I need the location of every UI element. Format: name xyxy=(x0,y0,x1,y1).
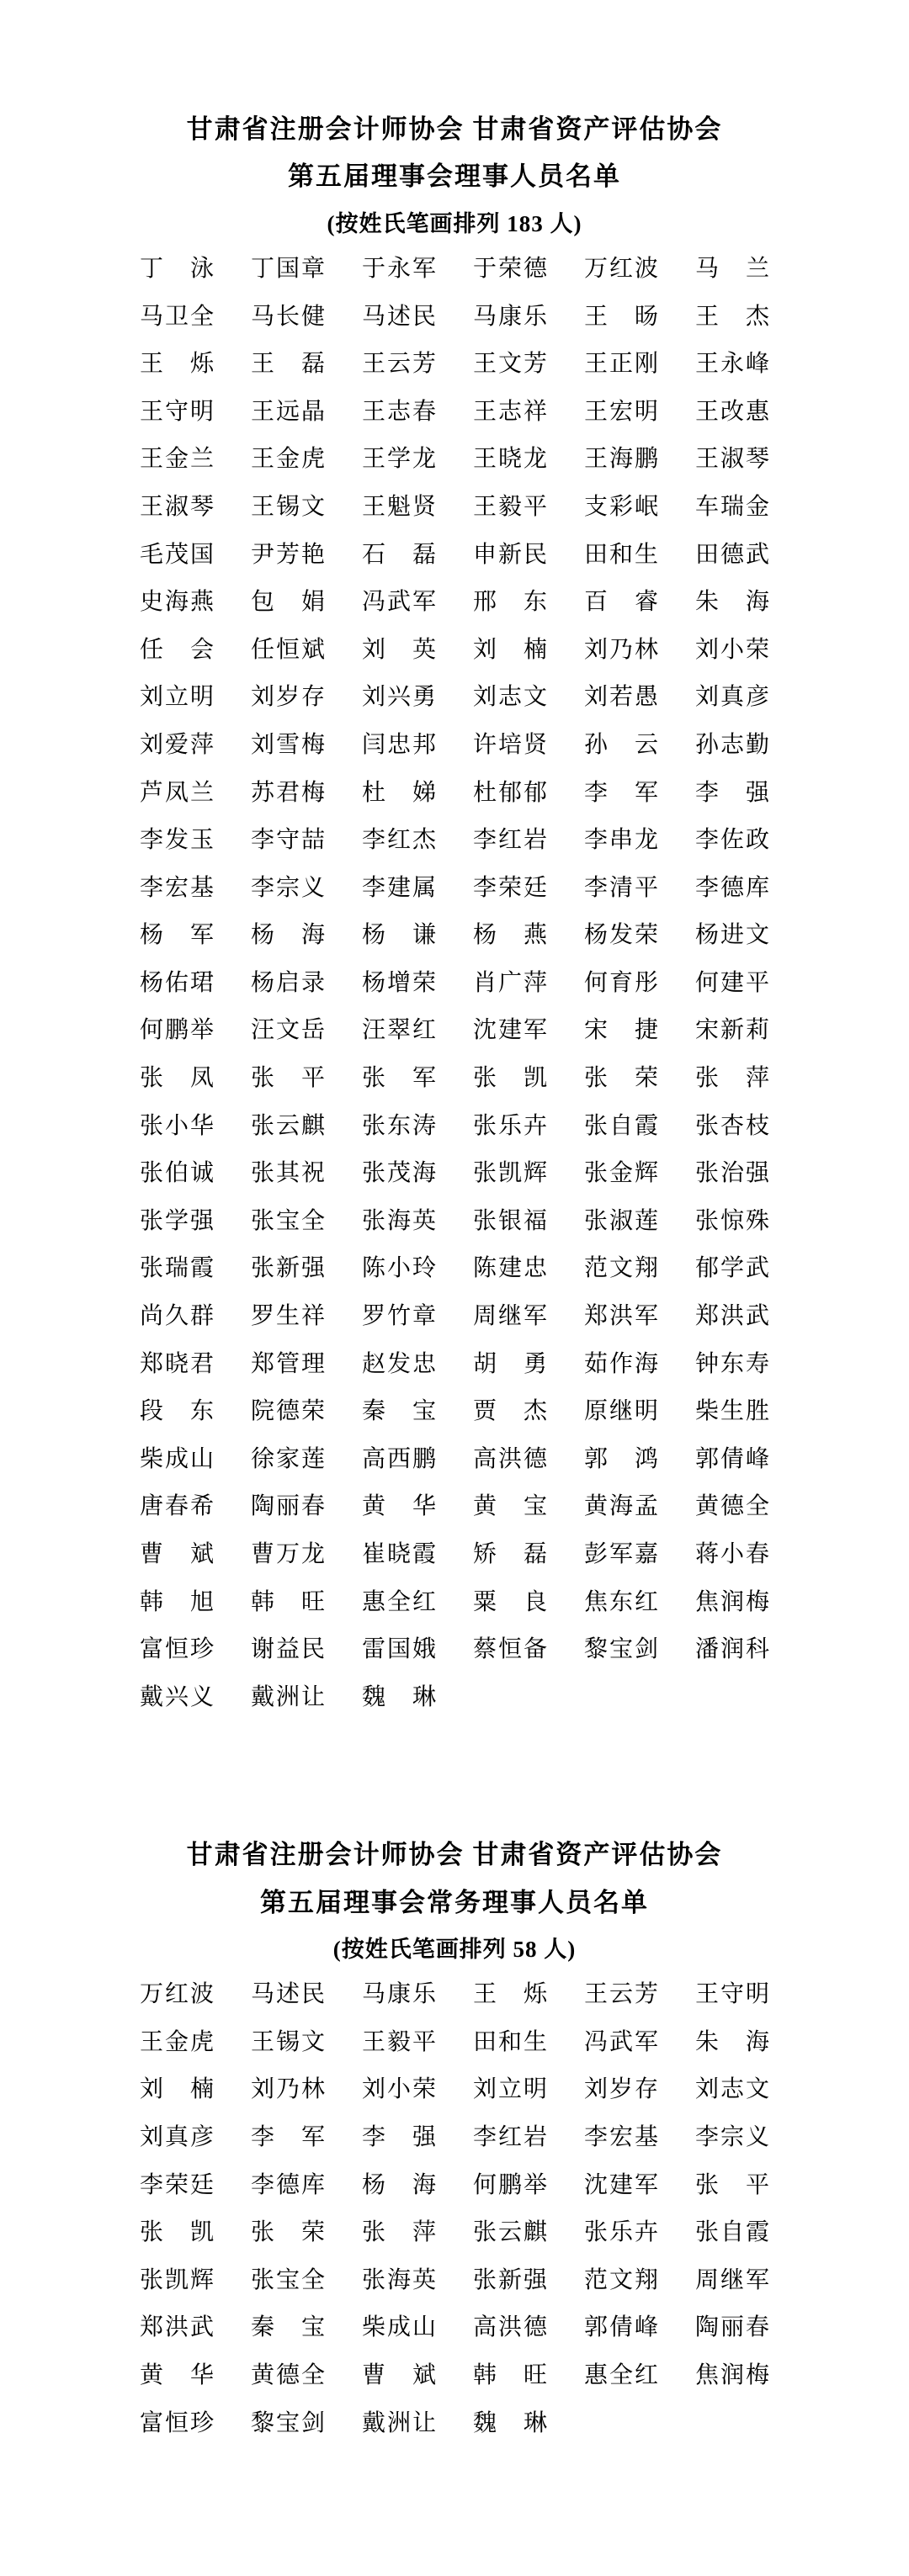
person-name: 李红岩 xyxy=(473,2123,547,2150)
name-row xyxy=(140,817,769,865)
section1-subtitle: (按姓氏笔画排列 183 人) xyxy=(327,210,582,236)
person-name: 任会 xyxy=(140,636,214,663)
person-name: 张平 xyxy=(251,1065,325,1092)
person-name: 郑洪武 xyxy=(140,2314,214,2341)
person-name: 杜郁郁 xyxy=(473,779,547,806)
person-name: 马长健 xyxy=(251,303,325,330)
person-name: 王烁 xyxy=(473,1981,547,2008)
name-row xyxy=(140,1388,769,1436)
person-name: 于荣德 xyxy=(473,255,547,282)
section1-title-line1: 甘肃省注册会计师协会 甘肃省资产评估协会 xyxy=(186,114,723,144)
person-name: 万红波 xyxy=(140,1981,214,2008)
name-row xyxy=(140,1483,769,1531)
person-name: 杨海 xyxy=(251,922,325,949)
person-name: 粟良 xyxy=(473,1588,547,1615)
name-row xyxy=(140,1007,769,1055)
person-name: 刘志文 xyxy=(473,684,547,711)
person-name: 沈建军 xyxy=(584,2171,658,2198)
person-name: 郑晓君 xyxy=(140,1350,214,1377)
person-name: 王宏明 xyxy=(584,398,658,425)
person-name: 刘立明 xyxy=(140,684,214,711)
person-name: 李守喆 xyxy=(251,827,325,854)
person-name: 王锡文 xyxy=(251,2028,325,2055)
person-name: 段东 xyxy=(140,1398,214,1425)
name-row xyxy=(140,960,769,1008)
person-name: 谢益民 xyxy=(251,1636,325,1663)
person-name: 雷国娥 xyxy=(362,1636,436,1663)
person-name: 邢东 xyxy=(473,589,547,616)
name-row xyxy=(140,912,769,960)
name-row xyxy=(140,674,769,722)
person-name: 茹作海 xyxy=(584,1350,658,1377)
name-row xyxy=(140,2114,769,2162)
person-name: 戴洲让 xyxy=(362,2409,436,2436)
person-name: 李宗义 xyxy=(251,874,325,901)
person-name: 陶丽春 xyxy=(251,1493,325,1520)
person-name: 王学龙 xyxy=(362,446,436,473)
person-name: 范文翔 xyxy=(584,1255,658,1282)
person-name: 戴洲让 xyxy=(251,1683,325,1710)
person-name: 王志祥 xyxy=(473,398,547,425)
person-name: 崔晓霞 xyxy=(362,1541,436,1568)
person-name: 田德武 xyxy=(695,541,769,568)
person-name: 张小华 xyxy=(140,1112,214,1139)
person-name: 杨佑珺 xyxy=(140,969,214,996)
name-row xyxy=(140,1245,769,1293)
section2-subtitle: (按姓氏笔画排列 58 人) xyxy=(332,1937,577,1963)
person-name: 史海燕 xyxy=(140,589,214,616)
person-name: 张凯辉 xyxy=(140,2266,214,2293)
person-name: 秦宝 xyxy=(362,1398,436,1425)
person-name: 张乐卉 xyxy=(473,1112,547,1139)
person-name: 赵发忠 xyxy=(362,1350,436,1377)
person-name: 郑洪军 xyxy=(584,1303,658,1330)
person-name: 田和生 xyxy=(584,541,658,568)
name-row xyxy=(140,2399,769,2447)
person-name: 秦宝 xyxy=(251,2314,325,2341)
name-row xyxy=(140,2352,769,2400)
person-name: 王改惠 xyxy=(695,398,769,425)
name-row xyxy=(140,1150,769,1198)
person-name: 富恒珍 xyxy=(140,2409,214,2436)
person-name: 韩旺 xyxy=(473,2361,547,2388)
name-row xyxy=(140,2209,769,2257)
person-name: 刘真彦 xyxy=(140,2123,214,2150)
section2-name-grid xyxy=(140,1971,769,2447)
person-name: 张自霞 xyxy=(584,1112,658,1139)
person-name: 杨海 xyxy=(362,2171,436,2198)
person-name: 杨发荣 xyxy=(584,922,658,949)
person-name: 张萍 xyxy=(695,1065,769,1092)
person-name: 蒋小春 xyxy=(695,1541,769,1568)
person-name: 黄德全 xyxy=(695,1493,769,1520)
person-name: 于永军 xyxy=(362,255,436,282)
person-name: 王魁贤 xyxy=(362,493,436,520)
person-name: 王金虎 xyxy=(140,2028,214,2055)
person-name: 张海英 xyxy=(362,1207,436,1234)
person-name: 郭倩峰 xyxy=(584,2314,658,2341)
name-row xyxy=(140,2161,769,2209)
person-name: 张新强 xyxy=(251,1255,325,1282)
person-name: 富恒珍 xyxy=(140,1636,214,1663)
person-name: 杨谦 xyxy=(362,922,436,949)
person-name: 刘楠 xyxy=(473,636,547,663)
person-name: 王旸 xyxy=(584,303,658,330)
person-name: 李荣廷 xyxy=(140,2171,214,2198)
person-name: 马述民 xyxy=(251,1981,325,2008)
name-row xyxy=(140,341,769,389)
person-name: 周继军 xyxy=(695,2266,769,2293)
name-row xyxy=(140,2066,769,2114)
name-row xyxy=(140,1578,769,1626)
person-name: 闫忠邦 xyxy=(362,731,436,758)
person-name: 张萍 xyxy=(362,2219,436,2246)
person-name: 郭鸿 xyxy=(584,1445,658,1472)
person-name: 马卫全 xyxy=(140,303,214,330)
person-name: 黄宝 xyxy=(473,1493,547,1520)
name-row xyxy=(140,2257,769,2305)
person-name: 刘乃林 xyxy=(584,636,658,663)
section2-title-line2: 第五届理事会常务理事人员名单 xyxy=(260,1887,649,1917)
person-name: 张凯 xyxy=(140,2219,214,2246)
person-name: 张银福 xyxy=(473,1207,547,1234)
name-row xyxy=(140,722,769,770)
name-row xyxy=(140,1102,769,1150)
person-name: 李荣廷 xyxy=(473,874,547,901)
name-row xyxy=(140,436,769,484)
person-name: 胡勇 xyxy=(473,1350,547,1377)
person-name: 魏琳 xyxy=(362,1683,436,1710)
person-name: 芦凤兰 xyxy=(140,779,214,806)
person-name: 杨进文 xyxy=(695,922,769,949)
person-name: 黄海孟 xyxy=(584,1493,658,1520)
person-name: 徐家莲 xyxy=(251,1445,325,1472)
person-name: 钟东寿 xyxy=(695,1350,769,1377)
person-name: 冯武军 xyxy=(362,589,436,616)
person-name: 张云麒 xyxy=(251,1112,325,1139)
person-name: 王烁 xyxy=(140,351,214,378)
person-name: 惠全红 xyxy=(584,2361,658,2388)
name-row xyxy=(140,484,769,532)
person-name: 王正刚 xyxy=(584,351,658,378)
person-name: 王海鹏 xyxy=(584,446,658,473)
person-name: 冯武军 xyxy=(584,2028,658,2055)
person-name: 李强 xyxy=(695,779,769,806)
person-name: 李宗义 xyxy=(695,2123,769,2150)
person-name: 黄德全 xyxy=(251,2361,325,2388)
person-name: 李德库 xyxy=(695,874,769,901)
person-name: 王锡文 xyxy=(251,493,325,520)
person-name: 尹芳艳 xyxy=(251,541,325,568)
person-name: 焦润梅 xyxy=(695,1588,769,1615)
person-name: 院德荣 xyxy=(251,1398,325,1425)
person-name: 宋捷 xyxy=(584,1017,658,1044)
person-name: 陈小玲 xyxy=(362,1255,436,1282)
person-name: 焦东红 xyxy=(584,1588,658,1615)
person-name: 王金兰 xyxy=(140,446,214,473)
person-name: 杨军 xyxy=(140,922,214,949)
person-name: 王守明 xyxy=(695,1981,769,2008)
section1-name-grid xyxy=(140,246,769,1721)
person-name: 韩旭 xyxy=(140,1588,214,1615)
person-name: 杨增荣 xyxy=(362,969,436,996)
name-row xyxy=(140,2019,769,2067)
person-name: 陈建忠 xyxy=(473,1255,547,1282)
name-row xyxy=(140,389,769,437)
person-name: 何鹏举 xyxy=(140,1017,214,1044)
person-name: 王远晶 xyxy=(251,398,325,425)
person-name: 丁国章 xyxy=(251,255,325,282)
person-name: 贾杰 xyxy=(473,1398,547,1425)
person-name: 宋新莉 xyxy=(695,1017,769,1044)
person-name: 包娟 xyxy=(251,589,325,616)
person-name: 柴成山 xyxy=(362,2314,436,2341)
person-name: 高洪德 xyxy=(473,1445,547,1472)
person-name: 丁泳 xyxy=(140,255,214,282)
person-name: 王云芳 xyxy=(362,351,436,378)
person-name: 张惊殊 xyxy=(695,1207,769,1234)
person-name: 柴成山 xyxy=(140,1445,214,1472)
person-name: 申新民 xyxy=(473,541,547,568)
person-name: 张淑莲 xyxy=(584,1207,658,1234)
person-name: 尚久群 xyxy=(140,1303,214,1330)
person-name: 矫磊 xyxy=(473,1541,547,1568)
person-name: 潘润科 xyxy=(695,1636,769,1663)
person-name: 王淑琴 xyxy=(140,493,214,520)
person-name: 汪翠红 xyxy=(362,1017,436,1044)
person-name: 张凯 xyxy=(473,1065,547,1092)
name-row xyxy=(140,2304,769,2352)
person-name: 石磊 xyxy=(362,541,436,568)
person-name: 肖广萍 xyxy=(473,969,547,996)
name-row xyxy=(140,246,769,294)
person-name: 刘兴勇 xyxy=(362,684,436,711)
person-name: 何建平 xyxy=(695,969,769,996)
person-name: 朱海 xyxy=(695,589,769,616)
person-name: 黎宝剑 xyxy=(251,2409,325,2436)
person-name: 刘志文 xyxy=(695,2076,769,2103)
person-name: 李德库 xyxy=(251,2171,325,2198)
person-name: 张杏枝 xyxy=(695,1112,769,1139)
name-row xyxy=(140,769,769,817)
person-name: 张宝全 xyxy=(251,1207,325,1234)
person-name: 张茂海 xyxy=(362,1160,436,1187)
person-name: 张新强 xyxy=(473,2266,547,2293)
person-name: 何鹏举 xyxy=(473,2171,547,2198)
person-name: 范文翔 xyxy=(584,2266,658,2293)
person-name: 许培贤 xyxy=(473,731,547,758)
name-row xyxy=(140,579,769,627)
name-row xyxy=(140,293,769,341)
person-name: 罗生祥 xyxy=(251,1303,325,1330)
person-name: 任恒斌 xyxy=(251,636,325,663)
person-name: 车瑞金 xyxy=(695,493,769,520)
person-name: 李红杰 xyxy=(362,827,436,854)
person-name: 黎宝剑 xyxy=(584,1636,658,1663)
person-name: 李清平 xyxy=(584,874,658,901)
person-name: 张伯诚 xyxy=(140,1160,214,1187)
person-name: 汪文岳 xyxy=(251,1017,325,1044)
person-name: 苏君梅 xyxy=(251,779,325,806)
person-name: 马兰 xyxy=(695,255,769,282)
person-name: 李佐政 xyxy=(695,827,769,854)
person-name: 刘小荣 xyxy=(362,2076,436,2103)
person-name: 王文芳 xyxy=(473,351,547,378)
name-row xyxy=(140,1436,769,1484)
person-name: 万红波 xyxy=(584,255,658,282)
person-name: 沈建军 xyxy=(473,1017,547,1044)
person-name: 刘岁存 xyxy=(584,2076,658,2103)
person-name: 张凤 xyxy=(140,1065,214,1092)
person-name: 张荣 xyxy=(251,2219,325,2246)
person-name: 王云芳 xyxy=(584,1981,658,2008)
person-name: 刘小荣 xyxy=(695,636,769,663)
person-name: 田和生 xyxy=(473,2028,547,2055)
person-name: 周继军 xyxy=(473,1303,547,1330)
person-name: 罗竹章 xyxy=(362,1303,436,1330)
name-row xyxy=(140,1055,769,1103)
person-name: 王毅平 xyxy=(473,493,547,520)
person-name: 高洪德 xyxy=(473,2314,547,2341)
person-name: 王志春 xyxy=(362,398,436,425)
name-row xyxy=(140,1293,769,1341)
section-executive-director-list xyxy=(0,1828,909,2447)
person-name: 惠全红 xyxy=(362,1588,436,1615)
person-name: 郑管理 xyxy=(251,1350,325,1377)
person-name: 朱海 xyxy=(695,2028,769,2055)
person-name: 马康乐 xyxy=(473,303,547,330)
person-name: 戴兴义 xyxy=(140,1683,214,1710)
person-name: 马述民 xyxy=(362,303,436,330)
person-name: 曹斌 xyxy=(140,1541,214,1568)
person-name: 郭倩峰 xyxy=(695,1445,769,1472)
person-name: 韩旺 xyxy=(251,1588,325,1615)
person-name: 张云麒 xyxy=(473,2219,547,2246)
name-row xyxy=(140,1340,769,1388)
section-director-list xyxy=(0,103,909,1721)
person-name: 王杰 xyxy=(695,303,769,330)
person-name: 百睿 xyxy=(584,589,658,616)
person-name: 杨燕 xyxy=(473,922,547,949)
person-name: 何育彤 xyxy=(584,969,658,996)
person-name: 孙云 xyxy=(584,731,658,758)
person-name: 曹万龙 xyxy=(251,1541,325,1568)
person-name: 黄华 xyxy=(362,1493,436,1520)
person-name: 刘雪梅 xyxy=(251,731,325,758)
person-name: 王守明 xyxy=(140,398,214,425)
name-row xyxy=(140,1674,769,1722)
person-name: 王晓龙 xyxy=(473,446,547,473)
person-name: 李发玉 xyxy=(140,827,214,854)
person-name: 陶丽春 xyxy=(695,2314,769,2341)
person-name: 张学强 xyxy=(140,1207,214,1234)
person-name: 刘真彦 xyxy=(695,684,769,711)
person-name: 王永峰 xyxy=(695,351,769,378)
person-name: 黄华 xyxy=(140,2361,214,2388)
person-name: 李军 xyxy=(584,779,658,806)
name-row xyxy=(140,1626,769,1674)
person-name: 张自霞 xyxy=(695,2219,769,2246)
person-name: 唐春希 xyxy=(140,1493,214,1520)
person-name: 王磊 xyxy=(251,351,325,378)
name-row xyxy=(140,531,769,579)
person-name: 刘英 xyxy=(362,636,436,663)
person-name: 蔡恒备 xyxy=(473,1636,547,1663)
person-name: 刘爱萍 xyxy=(140,731,214,758)
name-row xyxy=(140,1531,769,1579)
name-row xyxy=(140,1198,769,1246)
person-name: 曹斌 xyxy=(362,2361,436,2388)
person-name: 李宏基 xyxy=(584,2123,658,2150)
person-name: 李军 xyxy=(251,2123,325,2150)
person-name: 郑洪武 xyxy=(695,1303,769,1330)
person-name: 高西鹏 xyxy=(362,1445,436,1472)
person-name: 张金辉 xyxy=(584,1160,658,1187)
person-name: 毛茂国 xyxy=(140,541,214,568)
person-name: 李宏基 xyxy=(140,874,214,901)
person-name: 郁学武 xyxy=(695,1255,769,1282)
person-name: 李强 xyxy=(362,2123,436,2150)
person-name: 张瑞霞 xyxy=(140,1255,214,1282)
person-name: 李串龙 xyxy=(584,827,658,854)
name-row xyxy=(140,1971,769,2019)
person-name: 彭军嘉 xyxy=(584,1541,658,1568)
person-name: 李建属 xyxy=(362,874,436,901)
person-name: 王毅平 xyxy=(362,2028,436,2055)
person-name: 刘楠 xyxy=(140,2076,214,2103)
person-name: 张乐卉 xyxy=(584,2219,658,2246)
person-name: 杜娣 xyxy=(362,779,436,806)
person-name: 魏琳 xyxy=(473,2409,547,2436)
person-name: 张平 xyxy=(695,2171,769,2198)
person-name: 张海英 xyxy=(362,2266,436,2293)
person-name: 张其祝 xyxy=(251,1160,325,1187)
section2-title-line1: 甘肃省注册会计师协会 甘肃省资产评估协会 xyxy=(186,1839,723,1869)
person-name: 王金虎 xyxy=(251,446,325,473)
person-name: 柴生胜 xyxy=(695,1398,769,1425)
person-name: 刘岁存 xyxy=(251,684,325,711)
section1-title-line2: 第五届理事会理事人员名单 xyxy=(288,162,621,192)
person-name: 张宝全 xyxy=(251,2266,325,2293)
person-name: 张凯辉 xyxy=(473,1160,547,1187)
person-name: 张军 xyxy=(362,1065,436,1092)
section-spacer xyxy=(0,1721,909,1828)
person-name: 刘立明 xyxy=(473,2076,547,2103)
person-name: 原继明 xyxy=(584,1398,658,1425)
person-name: 孙志勤 xyxy=(695,731,769,758)
name-row xyxy=(140,627,769,675)
person-name: 李红岩 xyxy=(473,827,547,854)
person-name: 刘乃林 xyxy=(251,2076,325,2103)
person-name: 支彩岷 xyxy=(584,493,658,520)
person-name: 张东涛 xyxy=(362,1112,436,1139)
person-name: 刘若愚 xyxy=(584,684,658,711)
person-name: 张治强 xyxy=(695,1160,769,1187)
person-name: 焦润梅 xyxy=(695,2361,769,2388)
person-name: 张荣 xyxy=(584,1065,658,1092)
person-name: 马康乐 xyxy=(362,1981,436,2008)
person-name: 杨启录 xyxy=(251,969,325,996)
person-name: 王淑琴 xyxy=(695,446,769,473)
name-row xyxy=(140,865,769,913)
